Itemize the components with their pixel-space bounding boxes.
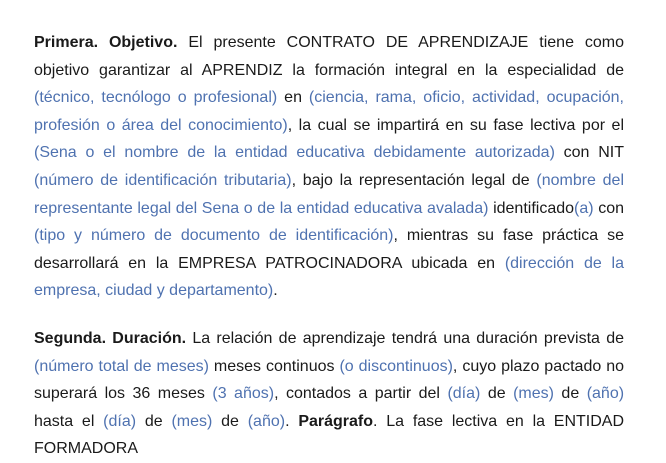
body-text: de <box>212 412 248 430</box>
placeholder-field: (nombre del representante legal del Sena o de la entidad educativa avalada) <box>34 171 625 217</box>
body-text: con NIT <box>554 144 624 162</box>
bold-term: Parágrafo <box>298 412 374 430</box>
body-text: , cuyo plazo pactado no superará los 36 meses <box>34 357 624 403</box>
placeholder-field: (número de identificación tributaria) <box>34 171 292 189</box>
clause-body <box>34 330 624 457</box>
clause-heading: Primera. Objetivo. <box>34 34 178 51</box>
placeholder-field: (Sena o el nombre de la entidad educativa debidamente autorizada) <box>34 144 555 162</box>
placeholder-field: (año) <box>586 385 625 403</box>
body-text: hasta el <box>34 412 104 430</box>
body-text: en <box>277 89 309 107</box>
placeholder-field: (número total de meses) <box>34 357 209 375</box>
body-text: , mientras su fase práctica se desarrollará en la EMPRESA PATROCINADORA ubicada en <box>34 227 624 272</box>
body-text: identificado <box>488 199 575 217</box>
body-text: con <box>593 199 625 217</box>
body-text: La relación de aprendizaje tendrá una duración prevista de <box>186 329 624 347</box>
body-text: de <box>553 385 587 403</box>
clause-segunda <box>34 325 624 463</box>
placeholder-field: (técnico, tecnólogo o profesional) <box>34 89 278 107</box>
placeholder-field: (ciencia, rama, oficio, actividad, ocupación, profesión o área del conocimiento) <box>34 89 624 134</box>
placeholder-field: (mes) <box>513 385 554 403</box>
placeholder-field: (3 años) <box>212 385 275 403</box>
placeholder-field: (a) <box>574 199 594 217</box>
body-text: . <box>285 412 299 430</box>
clause-heading: Segunda. Duración. <box>34 329 187 347</box>
placeholder-field: (día) <box>103 412 137 430</box>
placeholder-field: (tipo y número de documento de identificación) <box>34 227 394 245</box>
body-text: . La fase lectiva en la ENTIDAD FORMADORA <box>34 412 625 458</box>
body-text: meses continuos <box>208 357 340 375</box>
clause-body <box>34 34 624 299</box>
placeholder-field: (o discontinuos) <box>339 357 453 375</box>
body-text: , la cual se impartirá en su fase lectiva por el <box>287 116 625 134</box>
placeholder-field: (año) <box>247 412 286 430</box>
body-text: de <box>480 385 514 403</box>
body-text: de <box>136 412 172 430</box>
placeholder-field: (dirección de la empresa, ciudad y departamento) <box>34 254 625 300</box>
placeholder-field: (día) <box>447 385 481 403</box>
clause-primera <box>34 29 624 305</box>
body-text: El presente CONTRATO DE APRENDIZAJE tiene como objetivo garantizar al APRENDIZ la formación integral en la especialidad de <box>34 34 624 79</box>
placeholder-field: (mes) <box>171 412 213 430</box>
body-text: , bajo la representación legal de <box>291 171 537 189</box>
body-text: . <box>273 282 278 300</box>
body-text: , contados a partir del <box>274 385 448 403</box>
